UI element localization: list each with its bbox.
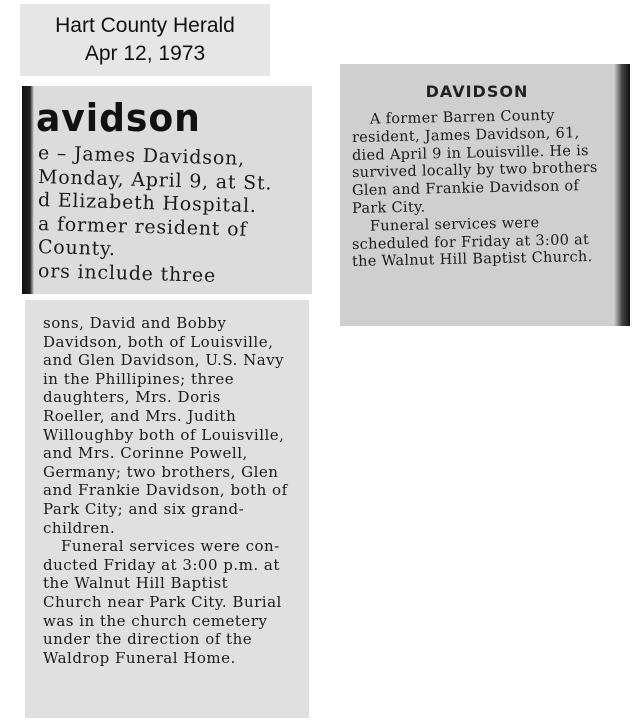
obituary-clipping-headline [22, 86, 312, 294]
text-line: Park City; and six grand- [43, 499, 245, 518]
text-line: and Glen Davidson, U.S. Navy [43, 351, 285, 370]
obituary-clipping-continuation [25, 300, 309, 718]
text-line: scheduled for Friday at 3:00 at [351, 231, 590, 253]
text-line: Park City. [351, 199, 426, 217]
text-line: A former Barren County [369, 107, 555, 128]
text-line: Roeller, and Mrs. Judith [43, 406, 237, 425]
text-line: Church near Park City. Burial [43, 592, 282, 611]
text-line: Funeral services were [369, 214, 540, 235]
text-line: survived locally by two brothers [351, 160, 598, 182]
text-line: and Frankie Davidson, both of [43, 481, 288, 500]
text-line: died April 9 in Louisville. He is [351, 142, 589, 164]
text-line: Funeral services were con- [61, 537, 280, 556]
text-line: e – James Davidson, [37, 142, 246, 170]
clipping-title: DAVIDSON [425, 82, 529, 101]
text-line: ors include three [37, 259, 217, 287]
text-line: County. [37, 236, 117, 261]
text-line: children. [43, 518, 116, 537]
source-label [20, 4, 270, 76]
headline-fragment: avidson [36, 96, 201, 140]
obituary-clipping-davidson [340, 64, 630, 326]
newspaper-name: Hart County Herald [55, 14, 235, 37]
text-line: Willoughby both of Louisville, [43, 425, 285, 444]
text-line: under the direction of the [43, 630, 253, 649]
publication-date: Apr 12, 1973 [84, 42, 206, 65]
text-line: Monday, April 9, at St. [37, 165, 273, 195]
text-line: a former resident of [37, 212, 248, 241]
torn-edge [22, 86, 34, 294]
text-line: ducted Friday at 3:00 p.m. at [43, 555, 280, 574]
text-line: in the Phillipines; three [43, 369, 235, 388]
clipping-text [43, 314, 295, 667]
text-line: was in the church cemetery [43, 611, 268, 630]
text-line: daughters, Mrs. Doris [43, 388, 221, 407]
clipping-text [37, 142, 308, 287]
text-line: Germany; two brothers, Glen [43, 462, 279, 481]
text-line: Davidson, both of Louisville, [43, 332, 274, 351]
text-line: resident, James Davidson, 61, [351, 125, 580, 146]
clipping-text [351, 107, 614, 272]
text-line: sons, David and Bobby [43, 314, 227, 332]
text-line: the Walnut Hill Baptist Church. [351, 249, 593, 271]
text-line: Glen and Frankie Davidson of [351, 178, 580, 200]
page-fold-shadow [614, 64, 630, 326]
text-line: the Walnut Hill Baptist [43, 574, 229, 593]
text-line: and Mrs. Corinne Powell, [43, 444, 248, 463]
text-line: d Elizabeth Hospital. [37, 189, 258, 218]
text-line: Waldrop Funeral Home. [43, 648, 236, 667]
